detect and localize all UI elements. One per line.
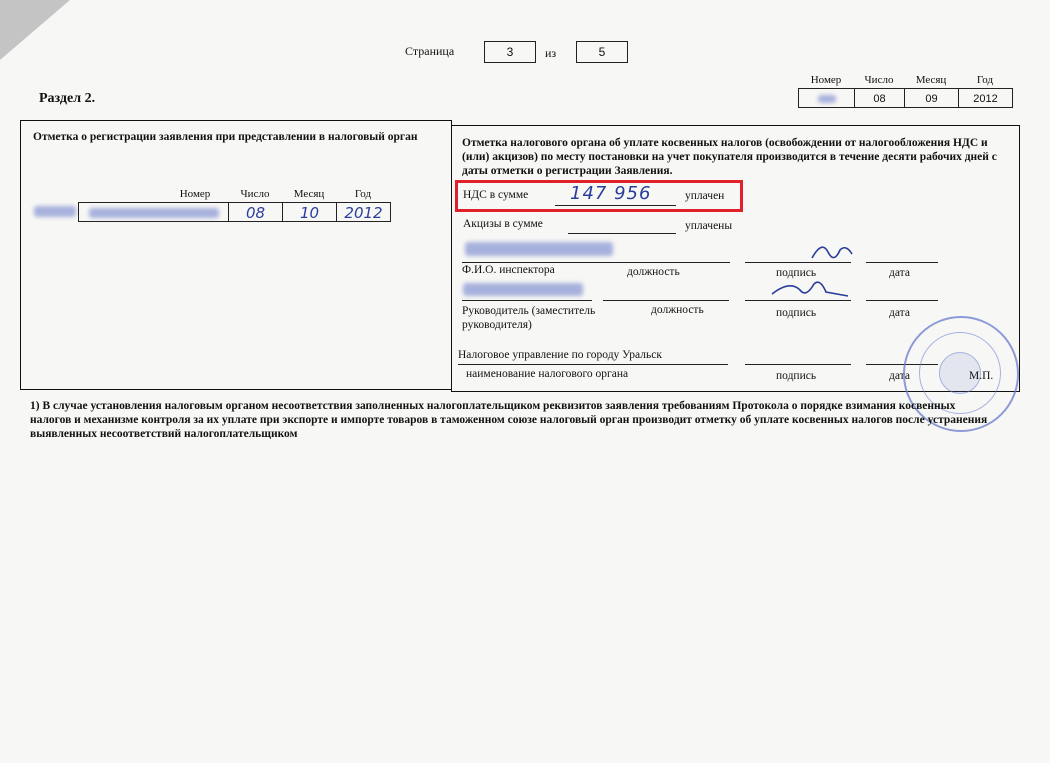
inspector-name-handwriting	[465, 242, 613, 256]
head-name-line	[462, 300, 592, 301]
inspector-date-line	[866, 262, 938, 263]
vat-paid-label: уплачен	[685, 190, 725, 202]
vat-label: НДС в сумме	[463, 189, 529, 201]
tax-office-caption: наименование налогового органа	[466, 368, 629, 380]
reg-header-month: Месяц	[293, 188, 325, 200]
section-title: Раздел 2.	[39, 91, 96, 106]
page-number-box: 3	[484, 41, 536, 63]
tax-office-line	[458, 364, 728, 365]
section-year-cell: 2012	[958, 88, 1013, 108]
stamp-label: М.П.	[969, 370, 994, 382]
excise-amount-line	[568, 233, 676, 234]
inspector-signature	[808, 238, 858, 264]
vat-amount-line	[555, 205, 676, 206]
head-position-line	[603, 300, 729, 301]
inspector-signature-label: подпись	[776, 267, 817, 279]
reg-month-cell: 10	[282, 202, 337, 222]
vat-amount: 147 956	[570, 183, 652, 204]
inspector-line	[462, 262, 730, 263]
date-header-month: Месяц	[915, 74, 947, 86]
head-date-line	[866, 300, 938, 301]
tax-payment-panel-title: Отметка налогового органа об уплате косвенных налогов (освобождении от налогообложения НДС и (или) акцизов) по месту постановки на учет покупателя производится в течение десяти рабочих дней с даты отметки о регистрации Заявления.	[462, 137, 997, 177]
tax-office-signature-label: подпись	[776, 370, 817, 382]
tax-office-name: Налоговое управление по городу Уральск	[458, 349, 662, 361]
head-name-handwriting	[463, 283, 583, 296]
reg-number-cell	[78, 202, 229, 222]
reg-header-number: Номер	[179, 188, 211, 200]
registration-panel-title: Отметка о регистрации заявления при представлении в налоговый орган	[33, 131, 418, 143]
date-header-number: Номер	[810, 74, 842, 86]
inspector-date-label: дата	[889, 267, 910, 279]
total-pages-box: 5	[576, 41, 628, 63]
scan-shadow	[0, 0, 70, 60]
date-header-day: Число	[864, 74, 894, 86]
excise-label: Акцизы в сумме	[463, 218, 543, 230]
excise-paid-label: уплачены	[685, 220, 733, 232]
tax-office-signature-line	[745, 364, 851, 365]
head-signature	[770, 276, 850, 302]
date-header-year: Год	[976, 74, 994, 86]
head-date-label: дата	[889, 307, 910, 319]
section-number-cell	[798, 88, 855, 108]
head-signature-label: подпись	[776, 307, 817, 319]
head-label: Руководитель (заместитель руководителя)	[462, 305, 596, 331]
reg-header-day: Число	[240, 188, 270, 200]
reg-header-year: Год	[354, 188, 372, 200]
section-month-cell: 09	[904, 88, 959, 108]
reg-year-cell: 2012	[336, 202, 391, 222]
redacted-number-prefix	[34, 206, 76, 217]
page-label: Страница	[405, 44, 455, 58]
inspector-label: Ф.И.О. инспектора	[462, 264, 555, 276]
footnote: 1) В случае установления налоговым органом несоответствия заполненных налогоплательщиком реквизитов заявления требованиям Протокола о порядке взимания косвенных налогов и механизме контроля за их уплате при экспорте и импорте товаров в таможенном союзе налоговый орган производит отметку об уплате косвенных налогов после устранения выявленных несоответствий налогоплательщиком	[30, 400, 988, 440]
head-position-label: должность	[651, 304, 704, 316]
section-day-cell: 08	[854, 88, 905, 108]
tax-office-date-label: дата	[889, 370, 910, 382]
reg-day-cell: 08	[228, 202, 283, 222]
inspector-position-label: должность	[627, 266, 680, 278]
registration-panel	[20, 120, 452, 390]
of-label: из	[545, 46, 557, 60]
